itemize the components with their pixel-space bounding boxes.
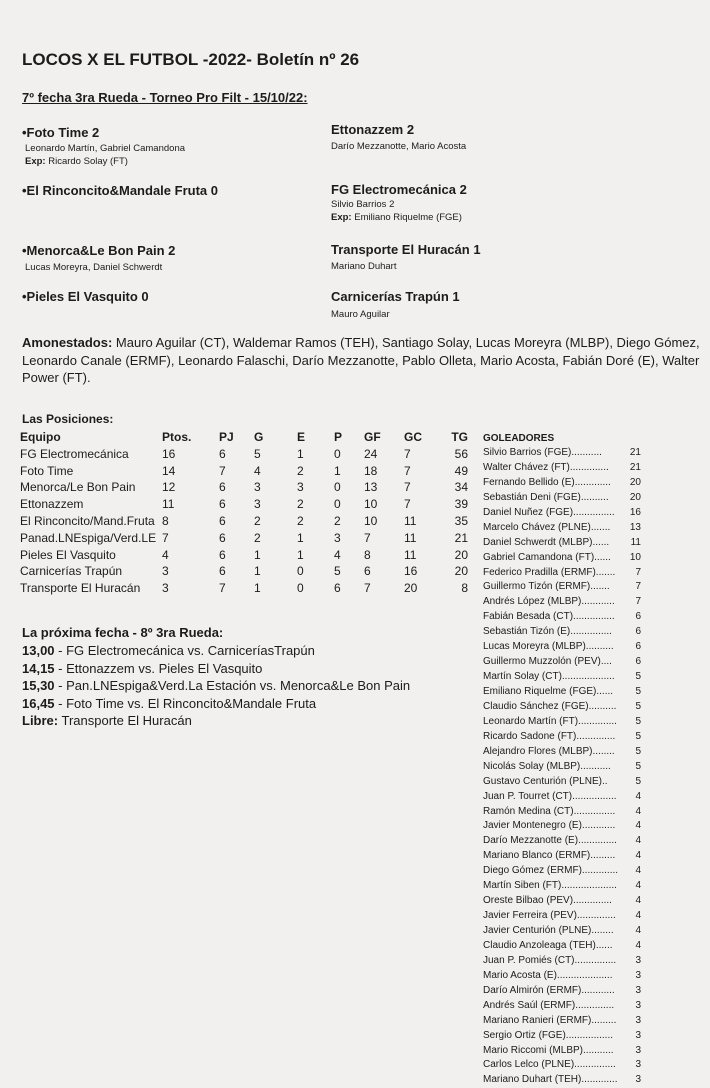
match-1-home-scorers: Leonardo Martín, Gabriel Camandona <box>25 143 186 154</box>
match-1-away: Ettonazzem 2 <box>331 122 415 137</box>
scorer-name: Mariano Blanco (ERMF)......... <box>483 850 616 862</box>
scorer-name: Carlos Lelco (PLNE)............... <box>483 1059 616 1071</box>
list-item <box>483 685 641 700</box>
match-2-away-expelled: Exp: Emiliano Riquelme (FGE) <box>331 212 462 223</box>
table-row <box>20 547 468 564</box>
list-item <box>22 660 410 678</box>
table-row <box>20 496 468 513</box>
scorer-name: Andrés Saúl (ERMF).............. <box>483 999 615 1011</box>
scorer-goals: 10 <box>629 551 641 563</box>
scorer-name: Marcelo Chávez (PLNE)....... <box>483 521 611 533</box>
stat-cell: 10 <box>364 513 378 528</box>
scorer-goals: 3 <box>635 1044 641 1056</box>
stat-cell: 6 <box>219 480 226 495</box>
table-row <box>20 446 468 463</box>
stat-cell: 0 <box>334 446 341 461</box>
list-item <box>483 461 641 476</box>
list-item <box>483 595 641 610</box>
match-2-away-scorers: Silvio Barrios 2 <box>331 199 395 210</box>
stat-cell: 49 <box>454 463 468 478</box>
stat-cell: 3 <box>334 530 341 545</box>
stat-cell: 1 <box>297 530 304 545</box>
scorer-goals: 5 <box>635 700 641 712</box>
scorer-name: Mariano Ranieri (ERMF)......... <box>483 1014 617 1026</box>
scorer-name: Lucas Moreyra (MLBP).......... <box>483 641 614 653</box>
stat-cell: 6 <box>219 497 226 512</box>
standings-header: PJ <box>219 430 234 444</box>
list-item <box>22 695 410 713</box>
stat-cell: 2 <box>297 497 304 512</box>
fixture-time: Libre: <box>22 713 59 728</box>
scorer-goals: 4 <box>635 939 641 951</box>
table-row <box>20 563 468 580</box>
scorers-title: GOLEADORES <box>483 433 555 444</box>
scorer-name: Javier Montenegro (E)............ <box>483 820 616 832</box>
scorer-name: Juan P. Pomiés (CT)............... <box>483 954 617 966</box>
list-item <box>483 491 641 506</box>
team-name-cell: Panad.LNEspiga/Verd.LE <box>20 530 157 545</box>
stat-cell: 6 <box>219 564 226 579</box>
stat-cell: 7 <box>219 581 226 596</box>
scorer-name: Fabián Besada (CT)............... <box>483 611 615 623</box>
table-row <box>20 479 468 496</box>
match-4-home: •Pieles El Vasquito 0 <box>22 289 149 304</box>
scorer-name: Emiliano Riquelme (FGE)...... <box>483 686 614 697</box>
standings-header: GC <box>404 430 422 444</box>
scorer-goals: 4 <box>635 790 641 802</box>
scorer-goals: 3 <box>635 1029 641 1041</box>
fixture-text: - FG Electromecánica vs. CarniceríasTrapún <box>54 643 315 658</box>
list-item <box>483 1073 641 1088</box>
scorer-goals: 6 <box>635 611 641 623</box>
stat-cell: 20 <box>404 581 418 596</box>
list-item <box>483 834 641 849</box>
scorer-name: Walter Chávez (FT).............. <box>483 461 609 473</box>
list-item <box>22 642 410 660</box>
list-item <box>483 521 641 536</box>
stat-cell: 35 <box>454 513 468 528</box>
scorer-goals: 5 <box>635 686 641 697</box>
scorer-goals: 3 <box>635 969 641 981</box>
team-name-cell: Ettonazzem <box>20 497 84 512</box>
stat-cell: 39 <box>454 497 468 512</box>
scorer-goals: 20 <box>629 491 641 503</box>
scorer-name: Ramón Medina (CT)............... <box>483 805 616 817</box>
scorer-goals: 5 <box>635 745 641 757</box>
stat-cell: 12 <box>162 480 176 495</box>
list-item <box>483 790 641 805</box>
stat-cell: 6 <box>219 446 226 461</box>
scorer-goals: 4 <box>635 805 641 817</box>
standings-table <box>20 429 468 597</box>
list-item <box>483 536 641 551</box>
scorer-name: Martín Solay (CT)................... <box>483 671 615 683</box>
stat-cell: 1 <box>254 564 261 579</box>
scorer-name: Daniel Nuñez (FGE)............... <box>483 506 615 518</box>
scorer-goals: 4 <box>635 910 641 922</box>
scorer-name: Mario Acosta (E).................... <box>483 969 613 981</box>
scorer-name: Sebastián Tizón (E)............... <box>483 626 612 638</box>
scorer-goals: 5 <box>635 760 641 772</box>
list-item <box>483 566 641 581</box>
list-item <box>483 655 641 670</box>
scorer-name: Daniel Schwerdt (MLBP)...... <box>483 536 610 548</box>
stat-cell: 8 <box>162 513 169 528</box>
scorer-name: Gabriel Camandona (FT)...... <box>483 551 611 563</box>
stat-cell: 11 <box>404 530 417 545</box>
match-2-home: •El Rinconcito&Mandale Fruta 0 <box>22 183 218 198</box>
stat-cell: 6 <box>219 513 226 528</box>
fixture-text: - Ettonazzem vs. Pieles El Vasquito <box>54 660 263 676</box>
list-item <box>483 610 641 625</box>
list-item <box>483 864 641 879</box>
list-item <box>483 954 641 969</box>
stat-cell: 4 <box>334 547 341 562</box>
scorer-goals: 20 <box>629 476 641 488</box>
scorer-name: Andrés López (MLBP)............ <box>483 596 615 608</box>
stat-cell: 1 <box>254 581 261 596</box>
stat-cell: 7 <box>364 581 371 596</box>
list-item <box>483 760 641 775</box>
team-name-cell: Carnicerías Trapún <box>20 564 123 579</box>
stat-cell: 2 <box>254 530 261 545</box>
fixture-time: 16,45 <box>22 695 55 711</box>
scorer-goals: 3 <box>635 954 641 966</box>
list-item <box>483 625 641 640</box>
match-4-away-scorers: Mauro Aguilar <box>331 309 390 320</box>
list-item <box>22 712 410 730</box>
match-1-home: •Foto Time 2 <box>22 125 100 140</box>
list-item <box>483 700 641 715</box>
list-item <box>483 476 641 491</box>
scorer-goals: 21 <box>629 447 641 458</box>
table-row <box>20 530 468 547</box>
list-item <box>483 1058 641 1073</box>
scorer-goals: 6 <box>635 641 641 653</box>
next-round-title: La próxima fecha - 8º 3ra Rueda: <box>22 625 224 640</box>
stat-cell: 1 <box>254 547 261 562</box>
scorer-name: Javier Centurión (PLNE)........ <box>483 925 614 936</box>
stat-cell: 3 <box>254 480 261 495</box>
stat-cell: 8 <box>364 547 371 562</box>
standings-header: Ptos. <box>162 430 192 444</box>
scorer-name: Diego Gómez (ERMF)............. <box>483 865 619 877</box>
scorer-name: Ricardo Sadone (FT).............. <box>483 730 616 742</box>
stat-cell: 20 <box>454 547 468 562</box>
scorer-goals: 4 <box>635 835 641 847</box>
list-item <box>483 969 641 984</box>
team-name-cell: Pieles El Vasquito <box>20 547 116 562</box>
list-item <box>483 894 641 909</box>
next-round-list <box>22 642 410 730</box>
scorer-goals: 5 <box>635 730 641 742</box>
stat-cell: 8 <box>461 581 468 596</box>
scorer-name: Nicolás Solay (MLBP)........... <box>483 760 611 772</box>
match-4-away: Carnicerías Trapún 1 <box>331 289 460 304</box>
scorer-name: Leonardo Martín (FT).............. <box>483 715 617 727</box>
stat-cell: 2 <box>334 513 341 528</box>
list-item <box>483 1014 641 1029</box>
match-3-away-scorers: Mariano Duhart <box>331 261 397 272</box>
scorer-goals: 6 <box>635 656 641 668</box>
match-2-away: FG Electromecánica 2 <box>331 182 467 197</box>
list-item <box>483 715 641 730</box>
list-item <box>483 984 641 999</box>
fixture-text: - Pan.LNEspiga&Verd.La Estación vs. Menorca&Le Bon Pain <box>54 678 411 693</box>
fixture-text: - Foto Time vs. El Rinconcito&Mandale Fruta <box>54 695 317 711</box>
scorer-goals: 4 <box>635 880 641 892</box>
stat-cell: 1 <box>297 446 304 461</box>
stat-cell: 2 <box>254 513 261 528</box>
scorer-goals: 5 <box>635 715 641 727</box>
fixture-time: 14,15 <box>22 660 55 676</box>
scorer-name: Martín Siben (FT).................... <box>483 880 617 892</box>
scorer-goals: 4 <box>635 865 641 877</box>
list-item <box>483 551 641 566</box>
stat-cell: 5 <box>254 446 261 461</box>
list-item <box>483 446 641 461</box>
stat-cell: 10 <box>364 497 378 512</box>
stat-cell: 1 <box>297 547 304 562</box>
stat-cell: 16 <box>404 564 418 579</box>
scorer-goals: 16 <box>629 506 641 518</box>
list-item <box>483 849 641 864</box>
scorer-goals: 3 <box>635 1074 641 1086</box>
table-row <box>20 580 468 597</box>
stat-cell: 6 <box>219 530 226 545</box>
scorer-goals: 4 <box>635 895 641 907</box>
stat-cell: 56 <box>454 446 468 461</box>
stat-cell: 0 <box>297 581 304 596</box>
stat-cell: 1 <box>334 463 341 478</box>
list-item <box>483 745 641 760</box>
stat-cell: 20 <box>454 564 468 579</box>
scorer-name: Juan P. Tourret (CT)................ <box>483 790 617 802</box>
team-name-cell: Transporte El Huracán <box>20 581 141 596</box>
team-name-cell: Foto Time <box>20 463 74 478</box>
stat-cell: 34 <box>454 480 468 495</box>
scorer-goals: 5 <box>635 671 641 683</box>
match-1-away-scorers: Darío Mezzanotte, Mario Acosta <box>331 141 467 152</box>
match-3-away: Transporte El Huracán 1 <box>331 242 481 257</box>
scorer-name: Oreste Bilbao (PEV).............. <box>483 895 612 907</box>
scorer-name: Guillermo Muzzolón (PEV).... <box>483 656 612 668</box>
scorer-goals: 4 <box>635 850 641 862</box>
list-item <box>483 939 641 954</box>
match-1-home-expelled: Exp: Ricardo Solay (FT) <box>25 156 128 167</box>
scorer-goals: 3 <box>635 984 641 996</box>
list-item <box>483 506 641 521</box>
scorer-goals: 3 <box>635 1059 641 1071</box>
list-item <box>483 640 641 655</box>
stat-cell: 4 <box>254 463 261 478</box>
stat-cell: 11 <box>404 513 417 528</box>
scorer-name: Javier Ferreira (PEV).............. <box>483 910 616 922</box>
bulletin-title: LOCOS X EL FUTBOL -2022- Boletín nº 26 <box>22 50 360 69</box>
scorer-goals: 21 <box>629 461 641 473</box>
scorer-goals: 11 <box>630 536 641 548</box>
list-item <box>483 730 641 745</box>
stat-cell: 18 <box>364 463 378 478</box>
stat-cell: 3 <box>297 480 304 495</box>
list-item <box>483 805 641 820</box>
stat-cell: 24 <box>364 446 378 461</box>
standings-header: TG <box>451 430 468 444</box>
stat-cell: 2 <box>297 513 304 528</box>
standings-header: GF <box>364 430 381 444</box>
stat-cell: 14 <box>162 463 176 478</box>
team-name-cell: El Rinconcito/Mand.Fruta <box>20 513 155 528</box>
stat-cell: 3 <box>162 581 169 596</box>
stat-cell: 7 <box>219 463 226 478</box>
round-subtitle: 7º fecha 3ra Rueda - Torneo Pro Filt - 15/10/22: <box>22 90 308 105</box>
team-name-cell: Menorca/Le Bon Pain <box>20 480 136 495</box>
stat-cell: 7 <box>404 446 411 461</box>
stat-cell: 0 <box>334 480 341 495</box>
stat-cell: 13 <box>364 480 378 495</box>
standings-header: Equipo <box>20 430 61 444</box>
list-item <box>483 819 641 834</box>
stat-cell: 6 <box>364 564 371 579</box>
fixture-text: Transporte El Huracán <box>58 713 192 728</box>
scorer-goals: 6 <box>635 626 641 638</box>
scorer-goals: 4 <box>635 820 641 832</box>
cautions-paragraph: Amonestados: Mauro Aguilar (CT), Waldemar Ramos (TEH), Santiago Solay, Lucas Moreyra (MLBP), Diego Gómez, Leonardo Canale (ERMF), Leonardo Falaschi, Darío Mezzanotte, Pablo Olleta, Mario Acosta, Fabián Doré (E), Walter Power (FT). <box>22 335 700 385</box>
fixture-time: 15,30 <box>22 678 55 693</box>
list-item <box>22 677 410 695</box>
scorer-goals: 7 <box>635 596 641 608</box>
stat-cell: 4 <box>162 547 169 562</box>
scorer-name: Sebastián Deni (FGE).......... <box>483 491 609 503</box>
stat-cell: 21 <box>454 530 468 545</box>
stat-cell: 5 <box>334 564 341 579</box>
scorer-name: Darío Mezzanotte (E).............. <box>483 835 617 847</box>
scorer-goals: 5 <box>635 775 641 787</box>
stat-cell: 3 <box>254 497 261 512</box>
standings-header: G <box>254 430 264 444</box>
list-item <box>483 775 641 790</box>
list-item <box>483 909 641 924</box>
stat-cell: 7 <box>162 530 169 545</box>
table-row <box>20 513 468 530</box>
list-item <box>483 1029 641 1044</box>
stat-cell: 7 <box>404 480 411 495</box>
list-item <box>483 999 641 1014</box>
scorer-goals: 4 <box>635 925 641 936</box>
scorer-name: Darío Almirón (ERMF)............ <box>483 984 615 996</box>
scorer-goals: 7 <box>635 566 641 578</box>
stat-cell: 0 <box>334 497 341 512</box>
scorer-goals: 7 <box>635 581 641 593</box>
scorer-goals: 3 <box>635 1014 641 1026</box>
stat-cell: 7 <box>404 497 411 512</box>
table-row <box>20 463 468 480</box>
standings-header: P <box>334 430 343 444</box>
stat-cell: 11 <box>404 547 417 562</box>
standings-title: Las Posiciones: <box>22 412 114 426</box>
scorer-name: Mario Riccomi (MLBP)........... <box>483 1044 614 1056</box>
stat-cell: 3 <box>162 564 169 579</box>
stat-cell: 7 <box>404 463 411 478</box>
list-item <box>483 879 641 894</box>
scorer-name: Federico Pradilla (ERMF)....... <box>483 566 616 578</box>
stat-cell: 0 <box>297 564 304 579</box>
list-item <box>483 580 641 595</box>
scorer-name: Sergio Ortiz (FGE)................. <box>483 1029 614 1041</box>
scorer-name: Guillermo Tizón (ERMF)....... <box>483 581 610 593</box>
fixture-time: 13,00 <box>22 643 55 658</box>
match-3-home: •Menorca&Le Bon Pain 2 <box>22 243 176 258</box>
standings-header: E <box>297 430 306 444</box>
scorer-name: Claudio Sánchez (FGE).......... <box>483 700 617 712</box>
scorer-name: Alejandro Flores (MLBP)........ <box>483 745 615 757</box>
scorers-list <box>483 432 641 1088</box>
stat-cell: 7 <box>364 530 371 545</box>
stat-cell: 2 <box>297 463 304 478</box>
scorer-goals: 3 <box>635 999 641 1011</box>
list-item <box>483 924 641 939</box>
scorer-name: Gustavo Centurión (PLNE).. <box>483 775 608 787</box>
stat-cell: 16 <box>162 446 176 461</box>
stat-cell: 11 <box>162 497 175 512</box>
stat-cell: 6 <box>219 547 226 562</box>
scorer-goals: 13 <box>629 521 641 533</box>
match-3-home-scorers: Lucas Moreyra, Daniel Schwerdt <box>25 262 163 273</box>
scorer-name: Claudio Anzoleaga (TEH)...... <box>483 939 613 951</box>
list-item <box>483 1044 641 1059</box>
team-name-cell: FG Electromecánica <box>20 446 129 461</box>
standings-header-row <box>20 429 468 446</box>
list-item <box>483 670 641 685</box>
scorer-name: Mariano Duhart (TEH)............. <box>483 1074 618 1086</box>
scorer-name: Silvio Barrios (FGE)........... <box>483 447 602 458</box>
scorer-name: Fernando Bellido (E)............. <box>483 476 611 488</box>
stat-cell: 6 <box>334 581 341 596</box>
